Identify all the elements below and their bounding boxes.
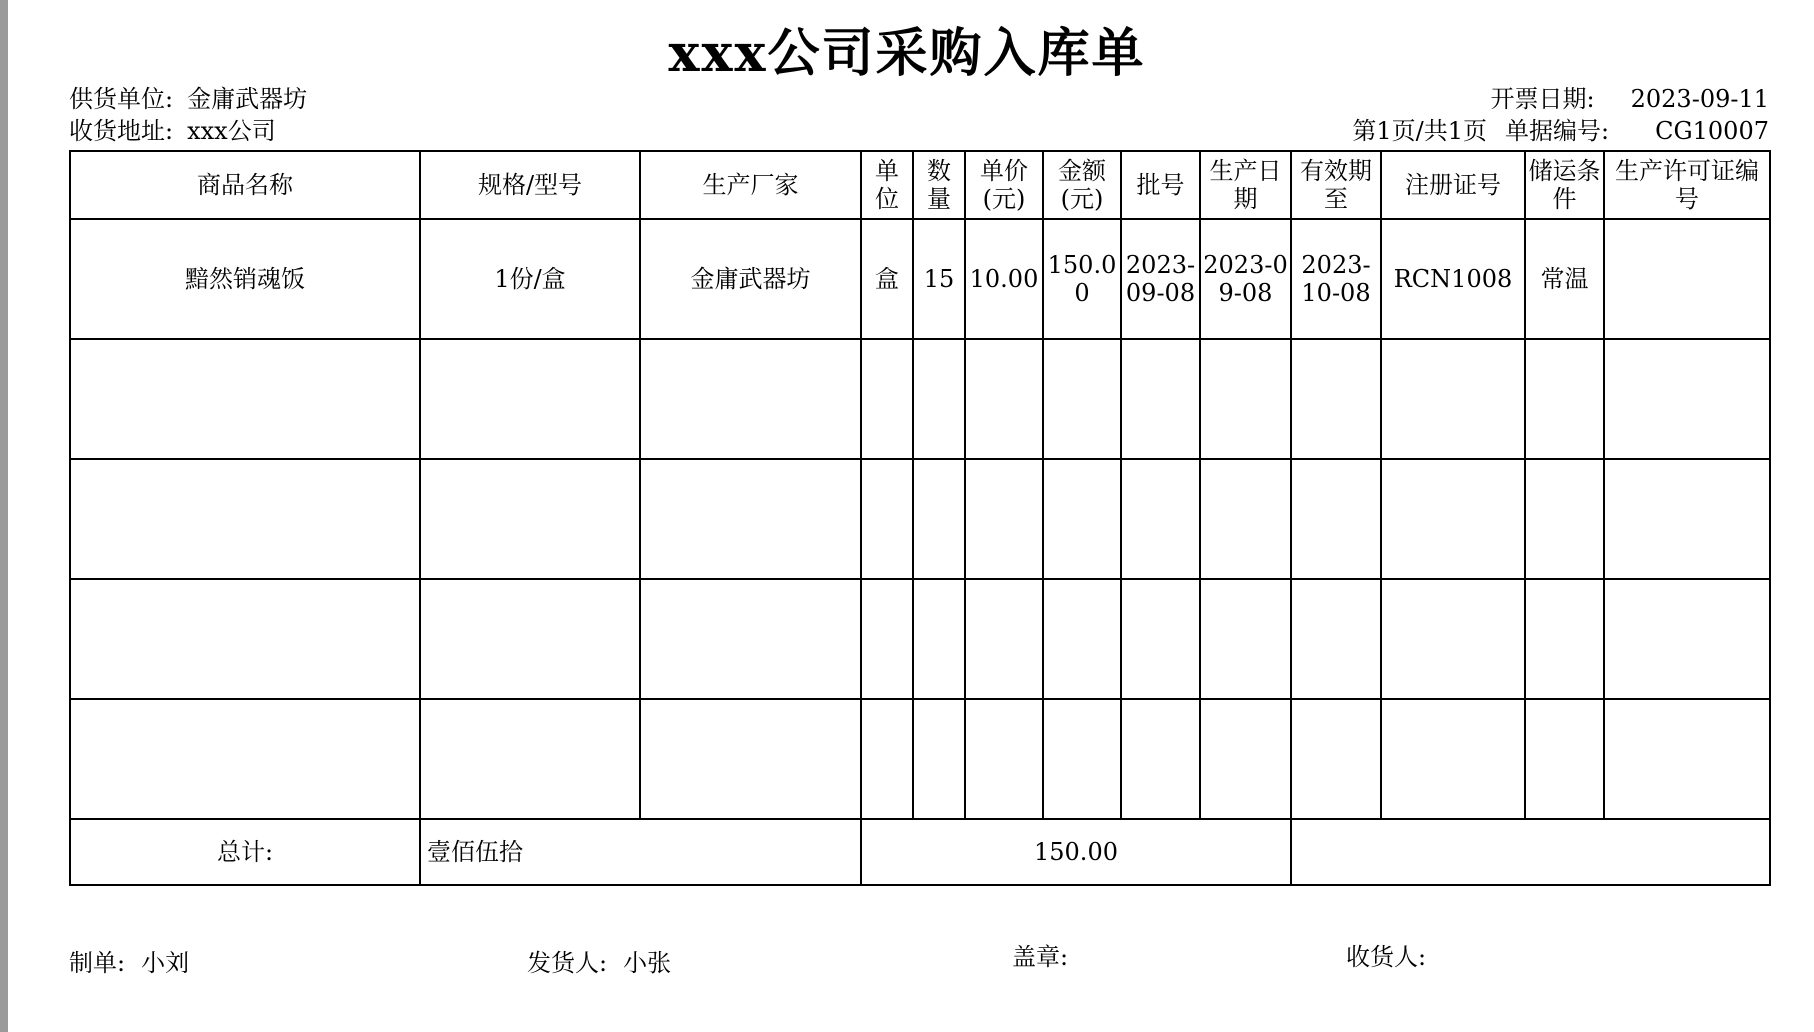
address-line	[69, 116, 276, 146]
stamp-label: 盖章:	[1012, 943, 1069, 971]
cell-spec	[420, 579, 640, 699]
document-title: xxx公司采购入库单	[668, 23, 1146, 84]
cell-production-date	[1200, 339, 1291, 459]
cell-unit	[861, 459, 913, 579]
cell-unit-price	[965, 339, 1043, 459]
cell-batch	[1121, 459, 1200, 579]
cell-license	[1604, 219, 1770, 339]
cell-name	[70, 579, 420, 699]
col-header-unit: 单位	[861, 151, 913, 219]
col-header-spec: 规格/型号	[420, 151, 640, 219]
cell-storage	[1525, 579, 1604, 699]
cell-spec: 1份/盒	[420, 219, 640, 339]
cell-amount	[1043, 459, 1121, 579]
cell-batch	[1121, 579, 1200, 699]
cell-amount	[1043, 339, 1121, 459]
cell-unit-price	[965, 459, 1043, 579]
supplier-label: 供货单位:	[69, 85, 174, 113]
cell-registration	[1381, 339, 1525, 459]
cell-expiry	[1291, 699, 1381, 819]
invoice-date-line	[1491, 84, 1769, 114]
table-row	[70, 579, 1770, 699]
col-header-amount: 金额(元)	[1043, 151, 1121, 219]
cell-production-date: 2023-09-08	[1200, 219, 1291, 339]
receipt-table	[69, 150, 1771, 886]
cell-expiry	[1291, 459, 1381, 579]
col-header-license: 生产许可证编号	[1604, 151, 1770, 219]
col-header-batch: 批号	[1121, 151, 1200, 219]
cell-expiry	[1291, 579, 1381, 699]
cell-storage	[1525, 699, 1604, 819]
col-header-production-date: 生产日期	[1200, 151, 1291, 219]
cell-batch	[1121, 699, 1200, 819]
cell-manufacturer	[640, 459, 861, 579]
cell-unit-price	[965, 579, 1043, 699]
cell-registration	[1381, 579, 1525, 699]
cell-quantity	[913, 699, 965, 819]
stamp-field	[1012, 942, 1068, 972]
cell-quantity	[913, 339, 965, 459]
cell-unit-price	[965, 699, 1043, 819]
cell-unit	[861, 339, 913, 459]
cell-registration	[1381, 459, 1525, 579]
maker-signature	[69, 948, 189, 978]
supplier-line	[69, 84, 307, 114]
cell-quantity	[913, 459, 965, 579]
total-label: 总计:	[70, 819, 420, 885]
col-header-storage: 储运条件	[1525, 151, 1604, 219]
cell-unit-price: 10.00	[965, 219, 1043, 339]
col-header-name: 商品名称	[70, 151, 420, 219]
invoice-date-value: 2023-09-11	[1630, 85, 1769, 113]
cell-registration: RCN1008	[1381, 219, 1525, 339]
cell-amount	[1043, 699, 1121, 819]
cell-expiry	[1291, 339, 1381, 459]
cell-name	[70, 699, 420, 819]
cell-quantity	[913, 579, 965, 699]
cell-spec	[420, 339, 640, 459]
shipper-signature	[527, 948, 671, 978]
cell-amount	[1043, 579, 1121, 699]
invoice-date-label: 开票日期:	[1490, 85, 1595, 113]
shipper-value: 小张	[623, 949, 672, 977]
cell-manufacturer: 金庸武器坊	[640, 219, 861, 339]
doc-no-label: 单据编号:	[1505, 117, 1610, 145]
table-row	[70, 219, 1770, 339]
cell-manufacturer	[640, 579, 861, 699]
cell-manufacturer	[640, 339, 861, 459]
cell-license	[1604, 339, 1770, 459]
maker-label: 制单:	[69, 949, 126, 977]
cell-spec	[420, 459, 640, 579]
cell-batch: 2023-09-08	[1121, 219, 1200, 339]
page-docno-line	[1352, 116, 1769, 146]
cell-expiry: 2023-10-08	[1291, 219, 1381, 339]
cell-spec	[420, 699, 640, 819]
table-row	[70, 339, 1770, 459]
cell-registration	[1381, 699, 1525, 819]
col-header-unit-price: 单价(元)	[965, 151, 1043, 219]
cell-amount: 150.00	[1043, 219, 1121, 339]
cell-unit	[861, 699, 913, 819]
cell-production-date	[1200, 459, 1291, 579]
col-header-quantity: 数量	[913, 151, 965, 219]
receiver-field	[1346, 942, 1426, 972]
col-header-manufacturer: 生产厂家	[640, 151, 861, 219]
cell-license	[1604, 699, 1770, 819]
cell-batch	[1121, 339, 1200, 459]
total-in-words: 壹佰伍拾	[420, 819, 861, 885]
cell-storage	[1525, 339, 1604, 459]
supplier-value: 金庸武器坊	[187, 85, 308, 113]
cell-manufacturer	[640, 699, 861, 819]
table-header-row	[70, 151, 1770, 219]
total-row	[70, 819, 1770, 885]
cell-quantity: 15	[913, 219, 965, 339]
window-edge	[0, 0, 8, 1032]
cell-license	[1604, 459, 1770, 579]
col-header-expiry: 有效期至	[1291, 151, 1381, 219]
total-blank	[1291, 819, 1770, 885]
maker-value: 小刘	[141, 949, 190, 977]
cell-name	[70, 459, 420, 579]
address-label: 收货地址:	[69, 117, 174, 145]
address-value: xxx公司	[187, 117, 276, 145]
cell-storage	[1525, 459, 1604, 579]
table-row	[70, 699, 1770, 819]
cell-unit: 盒	[861, 219, 913, 339]
cell-name: 黯然销魂饭	[70, 219, 420, 339]
cell-unit	[861, 579, 913, 699]
total-amount: 150.00	[861, 819, 1291, 885]
receiver-label: 收货人:	[1346, 943, 1427, 971]
doc-no-value: CG10007	[1655, 117, 1769, 145]
page-info: 第1页/共1页	[1352, 117, 1488, 145]
shipper-label: 发货人:	[527, 949, 608, 977]
col-header-registration: 注册证号	[1381, 151, 1525, 219]
cell-storage: 常温	[1525, 219, 1604, 339]
cell-production-date	[1200, 579, 1291, 699]
cell-production-date	[1200, 699, 1291, 819]
cell-name	[70, 339, 420, 459]
cell-license	[1604, 579, 1770, 699]
table-row	[70, 459, 1770, 579]
